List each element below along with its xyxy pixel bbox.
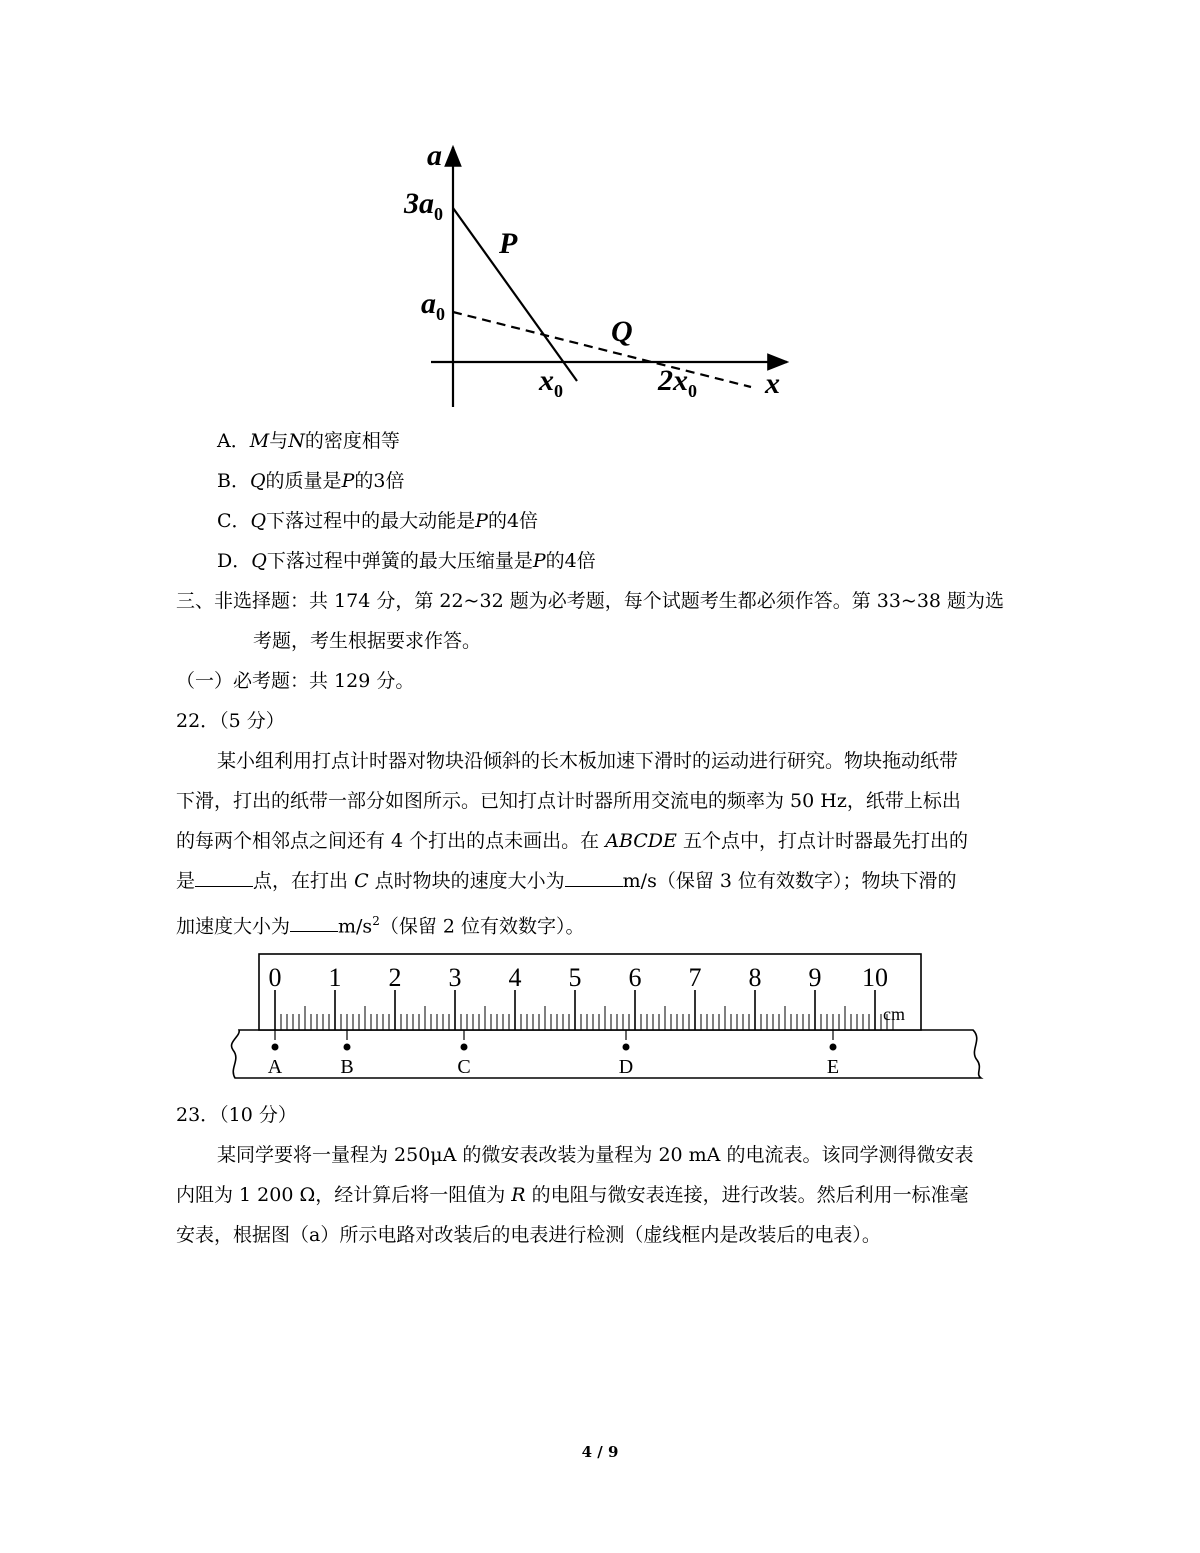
tape-label-e: E: [826, 1056, 840, 1078]
q22-line-5: [176, 908, 585, 939]
option-var: Q: [251, 550, 267, 572]
tape-label-d: D: [618, 1056, 634, 1078]
tape-dot-a: [272, 1044, 279, 1051]
x-tick-x0: $x_0$: [539, 364, 563, 401]
ruler-label: 0: [268, 963, 282, 992]
option-text: 的4倍: [545, 550, 596, 572]
q22-line-4: [176, 868, 957, 894]
option-letter: D．: [217, 550, 252, 572]
y-axis-label: a: [427, 139, 442, 172]
option-var: Q: [249, 470, 266, 492]
text: 点时物块的速度大小为: [368, 870, 565, 892]
label-q: Q: [611, 315, 633, 348]
option-var: P: [341, 470, 355, 492]
tape-dot-d: [623, 1044, 630, 1051]
ruler-label: 4: [508, 963, 522, 992]
option-d: [217, 548, 596, 574]
q22-line-2: 下滑，打出的纸带一部分如图所示。已知打点计时器所用交流电的频率为 50 Hz，纸带上标出: [176, 790, 961, 812]
option-text: 的3倍: [354, 470, 405, 492]
text: m/s: [338, 915, 373, 938]
text: m/s（保留 3 位有效数字）；物块下滑的: [622, 870, 957, 892]
question-22-number: 22．（5 分）: [176, 710, 285, 732]
subsection-heading: （一）必考题：共 129 分。: [176, 670, 415, 692]
q23-line-2: [176, 1182, 969, 1208]
tape-dot-b: [344, 1044, 351, 1051]
q23-line-1: 某同学要将一量程为 250μA 的微安表改装为量程为 20 mA 的电流表。该同学测得微安表: [217, 1144, 974, 1166]
option-letter: A．: [217, 430, 250, 452]
option-text: 下落过程中弹簧的最大压缩量是: [266, 550, 533, 572]
ruler-body: [259, 954, 921, 1030]
label-p: P: [499, 227, 518, 260]
text: 的每两个相邻点之间还有 4 个打出的点未画出。在: [176, 830, 606, 852]
ruler-label: 6: [628, 963, 642, 992]
x-axis-label: x: [765, 367, 780, 400]
option-var: P: [532, 550, 546, 572]
ruler-label: 1: [328, 963, 342, 992]
option-text: 的密度相等: [304, 430, 400, 452]
section-heading-cont: 考题，考生根据要求作答。: [253, 630, 482, 652]
ruler-label: 5: [568, 963, 582, 992]
x-tick-2x0: $2x_0$: [658, 364, 697, 401]
tape-label-b: B: [340, 1056, 354, 1078]
ruler-and-tape-figure: [225, 950, 985, 1085]
option-text: 的质量是: [265, 470, 342, 492]
option-text: 与: [269, 430, 289, 452]
q23-line-3: 安表，根据图（a）所示电路对改装后的电表进行检测（虚线框内是改装后的电表）。: [176, 1224, 881, 1246]
acceleration-displacement-graph: [395, 135, 815, 415]
ruler-label: 7: [688, 963, 702, 992]
option-c: [217, 508, 538, 534]
page-number: 4 / 9: [581, 1443, 619, 1461]
option-var: Q: [250, 510, 267, 532]
q22-line-3: [176, 828, 968, 854]
tape-dot-e: [830, 1044, 837, 1051]
option-letter: B．: [217, 470, 250, 492]
option-letter: C．: [217, 510, 251, 532]
section-heading: 三、非选择题：共 174 分，第 22~32 题为必考题，每个试题考生都必须作答。第 33~38 题为选: [176, 590, 1005, 612]
text: 的电阻与微安表连接，进行改装。然后利用一标准毫: [525, 1184, 969, 1206]
text: 加速度大小为: [176, 915, 291, 938]
point-name: C: [354, 870, 369, 892]
superscript: 2: [372, 914, 380, 928]
ruler-label: 10: [862, 963, 888, 992]
text: 五个点中，打点计时器最先打出的: [676, 830, 968, 852]
line-q: [453, 312, 751, 387]
y-tick-a0: $a_0$: [421, 287, 445, 324]
q22-line-1: 某小组利用打点计时器对物块沿倾斜的长木板加速下滑时的运动进行研究。物块拖动纸带: [217, 750, 959, 772]
tape-label-c: C: [457, 1056, 471, 1078]
y-tick-3a0: $3a_0$: [404, 187, 443, 224]
text: （保留 2 位有效数字）。: [379, 915, 585, 938]
ruler-unit: cm: [883, 1004, 905, 1024]
tape-dot-c: [461, 1044, 468, 1051]
answer-blank-3[interactable]: [290, 913, 338, 932]
text: 内阻为 1 200 Ω，经计算后将一阻值为: [176, 1184, 512, 1206]
ruler-label: 9: [808, 963, 822, 992]
option-text: 的4倍: [487, 510, 539, 532]
ruler-label: 8: [748, 963, 762, 992]
answer-blank-1[interactable]: [195, 868, 253, 887]
option-b: [217, 468, 404, 494]
text: 是: [176, 870, 196, 892]
question-23-number: 23．（10 分）: [176, 1104, 297, 1126]
option-a: [217, 428, 400, 454]
option-var: M: [249, 430, 270, 452]
ruler-label: 2: [388, 963, 402, 992]
ruler-label: 3: [448, 963, 462, 992]
answer-blank-2[interactable]: [565, 868, 623, 887]
option-text: 下落过程中的最大动能是: [266, 510, 476, 532]
tape-label-a: A: [267, 1056, 283, 1078]
option-var: N: [288, 430, 305, 452]
point-names: ABCDE: [605, 830, 677, 852]
option-var: P: [475, 510, 488, 532]
resistor-symbol: R: [511, 1184, 526, 1206]
text: 点，在打出: [253, 870, 355, 892]
